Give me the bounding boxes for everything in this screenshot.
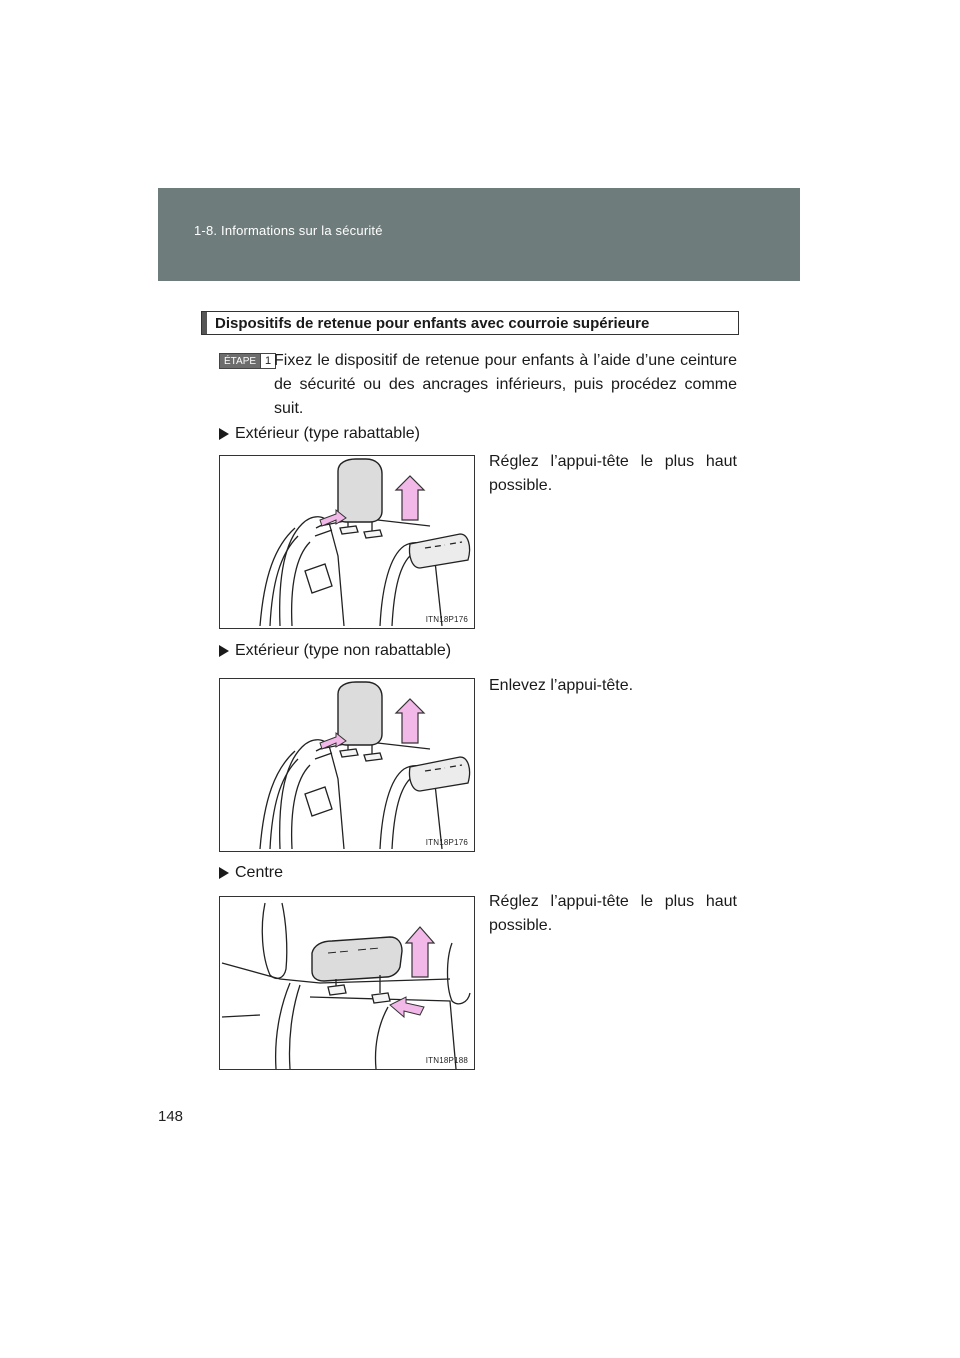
- bullet-triangle-icon: [219, 645, 229, 657]
- illustration-code: ITN18P188: [425, 1056, 468, 1065]
- item-label: Extérieur (type non rabattable): [235, 642, 452, 659]
- illustration-center: [219, 896, 475, 1070]
- section-title: Dispositifs de retenue pour enfants avec courroie supérieure: [215, 315, 650, 332]
- center-seat-headrest-illustration: [220, 897, 476, 1071]
- outer-seat-headrest-illustration: [220, 456, 476, 630]
- step-badge-word: ÉTAPE: [220, 354, 260, 368]
- step-badge-number: 1: [260, 354, 275, 368]
- item-outer-non-foldable: [219, 641, 451, 661]
- title-accent-bar: [202, 312, 207, 334]
- item-center: [219, 863, 283, 883]
- outer-seat-headrest-illustration: [220, 679, 476, 853]
- illustration-code: ITN18P176: [425, 615, 468, 624]
- item-label: Extérieur (type rabattable): [235, 425, 420, 442]
- step-instruction: Fixez le dispositif de retenue pour enfants à l’aide d’une ceinture de sécurité ou des ancrages inférieurs, puis procédez comme suit.: [274, 352, 737, 417]
- section-label: 1-8. Informations sur la sécurité: [194, 223, 383, 238]
- item-label: Centre: [235, 864, 284, 881]
- item-note: Réglez l’appui-tête le plus haut possible.: [489, 453, 737, 494]
- step-badge: [219, 353, 276, 369]
- page-number: 148: [158, 1108, 184, 1125]
- illustration-outer-foldable: [219, 455, 475, 629]
- item-note: Enlevez l’appui-tête.: [489, 677, 634, 694]
- illustration-outer-non-foldable: [219, 678, 475, 852]
- illustration-code: ITN18P176: [425, 838, 468, 847]
- item-outer-foldable: [219, 424, 420, 444]
- header-band: [158, 188, 800, 281]
- section-title-box: [201, 311, 739, 335]
- bullet-triangle-icon: [219, 428, 229, 440]
- bullet-triangle-icon: [219, 867, 229, 879]
- item-note: Réglez l’appui-tête le plus haut possible.: [489, 893, 737, 934]
